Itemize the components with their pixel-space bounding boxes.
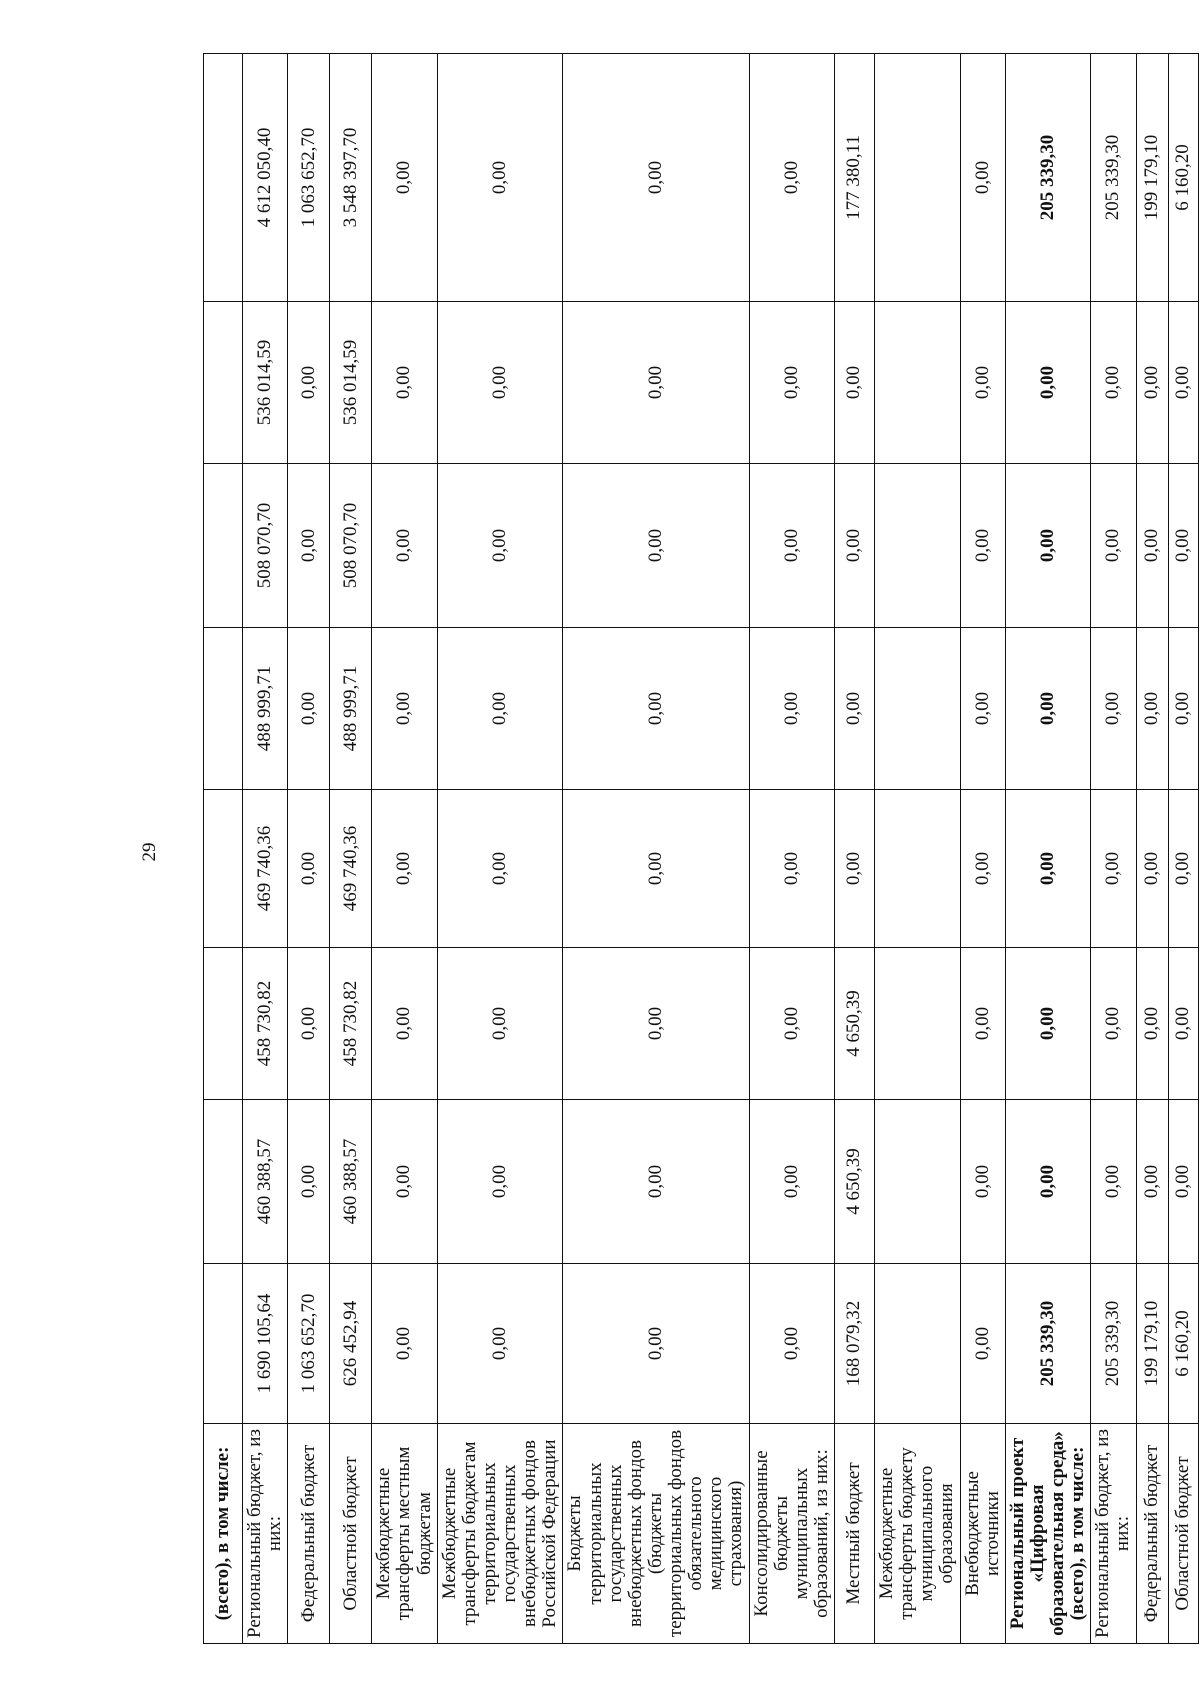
value-cell: 1 063 652,70	[288, 1264, 330, 1424]
value-cell: 0,00	[749, 1100, 835, 1264]
value-cell: 0,00	[437, 948, 563, 1100]
value-cell: 0,00	[1091, 302, 1136, 464]
value-cell: 0,00	[960, 790, 1005, 948]
value-cell: 0,00	[288, 302, 330, 464]
value-cell: 0,00	[1136, 948, 1168, 1100]
value-cell: 0,00	[749, 1264, 835, 1424]
value-cell: 0,00	[372, 1264, 437, 1424]
value-cell	[204, 628, 243, 790]
value-cell: 0,00	[1168, 790, 1198, 948]
value-cell: 0,00	[1005, 464, 1091, 628]
value-cell: 0,00	[1091, 948, 1136, 1100]
value-cell: 0,00	[835, 464, 875, 628]
table-row	[330, 54, 372, 1644]
value-cell	[204, 948, 243, 1100]
row-label: Межбюджетные трансферты бюджету муниципального образования	[875, 1424, 961, 1644]
value-cell: 0,00	[563, 1100, 749, 1264]
value-cell: 0,00	[749, 948, 835, 1100]
table-row	[749, 54, 835, 1644]
value-cell: 0,00	[563, 1264, 749, 1424]
value-cell: 0,00	[1168, 628, 1198, 790]
value-cell: 0,00	[563, 54, 749, 302]
value-cell: 0,00	[1168, 1100, 1198, 1264]
row-label: Федеральный бюджет	[1136, 1424, 1168, 1644]
table-row	[437, 54, 563, 1644]
value-cell: 4 650,39	[835, 1100, 875, 1264]
row-label: Консолидированные бюджеты муниципальных образований, из них:	[749, 1424, 835, 1644]
value-cell	[875, 628, 961, 790]
value-cell: 460 388,57	[330, 1100, 372, 1264]
value-cell: 0,00	[1136, 628, 1168, 790]
value-cell: 0,00	[1136, 1100, 1168, 1264]
value-cell: 205 339,30	[1091, 1264, 1136, 1424]
value-cell	[204, 464, 243, 628]
value-cell: 0,00	[1091, 1100, 1136, 1264]
row-label: Региональный бюджет, из них:	[243, 1424, 288, 1644]
value-cell: 0,00	[960, 948, 1005, 1100]
value-cell: 0,00	[372, 302, 437, 464]
value-cell: 0,00	[1005, 1100, 1091, 1264]
value-cell: 0,00	[288, 790, 330, 948]
value-cell: 0,00	[437, 1100, 563, 1264]
value-cell: 0,00	[1136, 790, 1168, 948]
table-row	[288, 54, 330, 1644]
value-cell	[875, 464, 961, 628]
value-cell: 205 339,30	[1005, 54, 1091, 302]
value-cell: 0,00	[437, 54, 563, 302]
value-cell	[875, 302, 961, 464]
value-cell: 0,00	[1136, 302, 1168, 464]
value-cell: 488 999,71	[330, 628, 372, 790]
value-cell: 0,00	[563, 628, 749, 790]
value-cell: 0,00	[288, 1100, 330, 1264]
value-cell: 0,00	[835, 302, 875, 464]
value-cell: 0,00	[437, 464, 563, 628]
row-label: Бюджеты территориальных государственных внебюджетных фондов (бюджеты территориальных фондов обязательного медицинского страхования)	[563, 1424, 749, 1644]
value-cell: 0,00	[960, 464, 1005, 628]
value-cell: 6 160,20	[1168, 54, 1198, 302]
value-cell: 508 070,70	[330, 464, 372, 628]
value-cell: 0,00	[1168, 302, 1198, 464]
value-cell: 0,00	[1168, 948, 1198, 1100]
value-cell: 0,00	[960, 54, 1005, 302]
table-row	[1168, 54, 1198, 1644]
table-row	[1136, 54, 1168, 1644]
value-cell: 0,00	[372, 628, 437, 790]
row-label: Региональный проект «Цифровая образовательная среда» (всего), в том числе:	[1005, 1424, 1091, 1644]
value-cell	[875, 1264, 961, 1424]
value-cell: 199 179,10	[1136, 54, 1168, 302]
value-cell: 0,00	[1091, 790, 1136, 948]
value-cell: 6 160,20	[1168, 1264, 1198, 1424]
value-cell: 1 063 652,70	[288, 54, 330, 302]
value-cell: 0,00	[372, 1100, 437, 1264]
value-cell: 0,00	[372, 948, 437, 1100]
value-cell: 205 339,30	[1005, 1264, 1091, 1424]
value-cell: 0,00	[749, 790, 835, 948]
value-cell: 0,00	[749, 628, 835, 790]
value-cell	[204, 1100, 243, 1264]
value-cell: 0,00	[1136, 464, 1168, 628]
value-cell: 0,00	[1091, 628, 1136, 790]
value-cell: 626 452,94	[330, 1264, 372, 1424]
row-label: Местный бюджет	[835, 1424, 875, 1644]
value-cell: 0,00	[960, 302, 1005, 464]
value-cell: 168 079,32	[835, 1264, 875, 1424]
value-cell: 0,00	[1168, 464, 1198, 628]
table-row	[960, 54, 1005, 1644]
value-cell: 458 730,82	[330, 948, 372, 1100]
value-cell: 3 548 397,70	[330, 54, 372, 302]
value-cell: 536 014,59	[330, 302, 372, 464]
value-cell: 469 740,36	[243, 790, 288, 948]
table-row	[372, 54, 437, 1644]
value-cell: 0,00	[1005, 790, 1091, 948]
value-cell: 0,00	[1005, 948, 1091, 1100]
value-cell	[204, 54, 243, 302]
row-label: Межбюджетные трансферты местным бюджетам	[372, 1424, 437, 1644]
row-label: Областной бюджет	[330, 1424, 372, 1644]
value-cell: 536 014,59	[243, 302, 288, 464]
value-cell: 0,00	[437, 628, 563, 790]
value-cell: 0,00	[749, 302, 835, 464]
value-cell: 4 650,39	[835, 948, 875, 1100]
value-cell: 0,00	[437, 302, 563, 464]
row-label: Региональный бюджет, из них:	[1091, 1424, 1136, 1644]
value-cell: 0,00	[1091, 464, 1136, 628]
value-cell: 0,00	[372, 464, 437, 628]
table-row	[875, 54, 961, 1644]
value-cell	[875, 1100, 961, 1264]
value-cell: 0,00	[563, 790, 749, 948]
value-cell: 0,00	[960, 1264, 1005, 1424]
table-row	[1091, 54, 1136, 1644]
row-label: Межбюджетные трансферты бюджетам территориальных государственных внебюджетных фондов Российской Федерации	[437, 1424, 563, 1644]
value-cell: 177 380,11	[835, 54, 875, 302]
rotated-table-wrapper	[203, 54, 1193, 1644]
row-label: (всего), в том числе:	[204, 1424, 243, 1644]
value-cell: 4 612 050,40	[243, 54, 288, 302]
value-cell	[204, 790, 243, 948]
value-cell: 0,00	[372, 790, 437, 948]
row-label: Внебюджетные источники	[960, 1424, 1005, 1644]
value-cell	[875, 948, 961, 1100]
value-cell: 0,00	[749, 464, 835, 628]
value-cell: 0,00	[288, 628, 330, 790]
value-cell: 0,00	[1005, 302, 1091, 464]
value-cell: 0,00	[835, 790, 875, 948]
value-cell: 0,00	[960, 628, 1005, 790]
value-cell: 0,00	[437, 790, 563, 948]
value-cell	[875, 790, 961, 948]
page-number: 29	[139, 842, 160, 862]
table-row	[563, 54, 749, 1644]
table-row	[1005, 54, 1091, 1644]
value-cell: 458 730,82	[243, 948, 288, 1100]
value-cell	[204, 302, 243, 464]
table-row	[835, 54, 875, 1644]
table-row	[204, 54, 243, 1644]
table-row	[243, 54, 288, 1644]
value-cell: 205 339,30	[1091, 54, 1136, 302]
value-cell: 0,00	[437, 1264, 563, 1424]
row-label: Областной бюджет	[1168, 1424, 1198, 1644]
value-cell: 0,00	[960, 1100, 1005, 1264]
value-cell: 0,00	[563, 464, 749, 628]
value-cell: 0,00	[749, 54, 835, 302]
value-cell: 0,00	[1005, 628, 1091, 790]
row-label: Федеральный бюджет	[288, 1424, 330, 1644]
value-cell: 508 070,70	[243, 464, 288, 628]
value-cell	[204, 1264, 243, 1424]
table-body	[204, 54, 1199, 1644]
value-cell: 0,00	[288, 464, 330, 628]
value-cell: 488 999,71	[243, 628, 288, 790]
budget-table	[203, 53, 1199, 1644]
value-cell	[875, 54, 961, 302]
value-cell: 0,00	[835, 628, 875, 790]
value-cell: 0,00	[563, 302, 749, 464]
value-cell: 0,00	[372, 54, 437, 302]
value-cell: 0,00	[288, 948, 330, 1100]
value-cell: 1 690 105,64	[243, 1264, 288, 1424]
value-cell: 199 179,10	[1136, 1264, 1168, 1424]
value-cell: 0,00	[563, 948, 749, 1100]
value-cell: 460 388,57	[243, 1100, 288, 1264]
value-cell: 469 740,36	[330, 790, 372, 948]
